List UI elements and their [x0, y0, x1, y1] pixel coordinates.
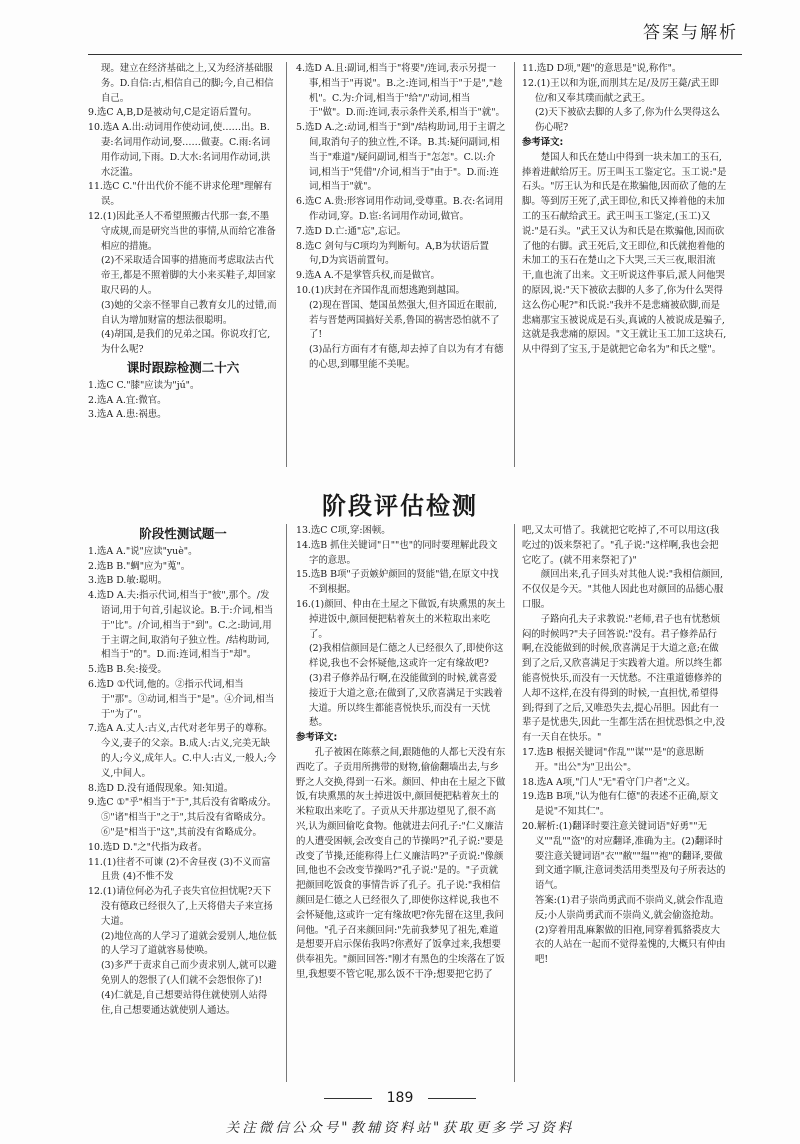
answer-item: 11.(1)往者不可谏 (2)不舍昼夜 (3)不义而富且贵 (4)不惟不发	[88, 856, 271, 883]
bottom-column-2	[296, 524, 506, 1082]
page-number-dash	[324, 1098, 372, 1099]
answer-item: 10.选D D."之"代指为政者。	[88, 841, 208, 853]
column-divider	[286, 62, 287, 467]
footer-note: 关注微信公众号"教辅资料站"获取更多学习资料	[225, 1120, 575, 1136]
reference-translation-heading: 参考译文:	[296, 732, 338, 744]
answer-item: 2.选A A.宜:微官。	[88, 394, 167, 406]
answer-item: 12.(1)王以和为诳,而刖其左足/及厉王薨/武王即位/和又奉其璞而献之武王。	[522, 77, 719, 104]
answer-list	[88, 62, 278, 358]
reference-translation-heading: 参考译文:	[522, 136, 564, 148]
answer-item: 19.选B B项,"认为他有仁德"的表述不正确,原文是说"不知其仁"。	[522, 791, 719, 818]
answer-item: (4)胡国,是我们的兄弟之国。你说攻打它,为什么呢?	[101, 329, 271, 356]
section-subheading: 阶段性测试题一	[139, 526, 227, 541]
section-subheading: 课时跟踪检测二十六	[126, 359, 240, 375]
answer-item: 4.选D A.夫:指示代词,相当于"彼",那个。/发语词,用于句首,引起议论。B.于:介词,相当于"比"。/介词,相当于"到"。C.之:助词,用于主谓之间,取消句子独立性。/结构助词,相当于"的"。D.而:连词,相当于"却"。	[88, 590, 273, 661]
reference-translation-text: 子路向孔夫子求教说:"老师,君子也有忧愁烦闷的时候吗?"夫子回答说:"没有。君子修养品行啊,在没能做到的时候,欣喜满足于大道之意;在做到了之后,又欣喜满足于实践着大道。所以终生都能喜悦快乐,而没有一天忧愁。不注重道德修养的人却不这样,在没有得到的时候,一直担忧,希望得到;得到了之后,又唯恐失去,提心吊胆。因此有一辈子是忧患失,因此一生都生活在担忧恐惧之中,没有一天自在快乐。"	[522, 613, 725, 744]
top-column-1	[88, 62, 278, 467]
answer-item: 11.选C C."什出代价不能不讲求伦理"理解有误。	[88, 181, 273, 208]
answer-item: 9.选A A.不是掌管兵权,而是做官。	[296, 270, 440, 282]
top-column-2	[296, 62, 506, 467]
answer-item: 9.选C ①"乎"相当于"于",其后没有省略成分。⑤"诸"相当于"之于",其后没有省略成分。⑥"是"相当于"这",其前没有省略成分。	[88, 797, 277, 838]
bottom-column-3	[522, 524, 727, 1082]
reference-translation-text: 楚国人和氏在楚山中得到一块未加工的玉石,捧着进献给厉王。厉王叫玉工鉴定它。玉工说:"是石头。"厉王认为和氏是在欺骗他,因而砍了他的左脚。等到厉王死了,武王即位,和氏又捧着他的未加工的玉石献给武王。武王叫玉工鉴定,(玉工)又说:"是石头。"武王又认为和氏是在欺骗他,因而砍了他的右脚。武王死后,文王即位,和氏就抱着他的未加工的玉石在楚山之下大哭,三天三夜,眼泪流干,血也流了出来。文王听说这件事后,派人问他哭的原因,说:"天下被砍去脚的人多了,你为什么哭得这么伤心呢?"和氏说:"我并不是悲痛被砍脚,而是悲痛那宝玉被说成是石头,真诚的人被说成是骗子,这就是我悲痛的原因。"文王就让玉工加工这块石,从中得到了宝玉,于是就把它命名为"和氏之璧"。	[522, 151, 727, 356]
answer-item: 1.选A A."说"应读"yuè"。	[88, 545, 198, 557]
answer-item: 11.选D D项,"题"的意思是"说,称作"。	[522, 63, 682, 74]
answer-item: (3)品行方面有才有德,却去掉了自以为有才有德的心思,到哪里能不美呢。	[309, 344, 504, 370]
answer-item: 4.选D A.且:副词,相当于"将要"/连词,表示另提一事,相当于"再说"。B.之:连词,相当于"于是","趁机"。C.为:介词,相当于"给"/"动词,相当于"做"。D.而:连词,表示条件关系,相当于"就"。	[296, 63, 505, 119]
answer-item: 10.(1)庆封在齐国作乱而想逃跑到越国。	[296, 284, 465, 296]
answer-item: 3.选A A.患:祸患。	[88, 409, 167, 421]
answer-item: 3.选B D.敏:聪明。	[88, 575, 168, 587]
bottom-column-1	[88, 524, 278, 1082]
reference-translation-text: 颜回出来,孔子回头对其他人说:"我相信颜回,不仅仅是今天。"其他人因此也对颜回的品德心服口服。	[522, 569, 724, 610]
answer-item: 7.选D D.亡:通"忘",忘记。	[296, 225, 406, 237]
column-divider	[286, 524, 287, 1082]
column-divider	[514, 62, 515, 467]
answer-item: 7.选A A.丈人:古义,古代对老年男子的尊称。今义,妻子的父亲。B.成人:古义,完美无缺的人;今义,成年人。C.中人:古义,一般人;今义,中间人。	[88, 723, 277, 779]
header-title: 答案与解析	[643, 23, 738, 43]
reference-translation-text: 吧,又太可惜了。我就把它吃掉了,不可以用这(我吃过的)饭来祭祀了。"孔子说:"这样啊,我也会把它吃了。(就不用来祭祀了)"	[522, 525, 720, 566]
answer-item: (3)她的父亲不怪罪自己教育女儿的过错,而自认为增加财富的想法很聪明。	[101, 299, 277, 326]
top-column-3	[522, 62, 727, 467]
answer-item: (2)穿着用乱麻絮做的旧袍,同穿着狐貉裘皮大衣的人站在一起而不觉得羞愧的,大概只有仲由吧!	[535, 924, 726, 966]
page-number-value: 189	[386, 1090, 414, 1106]
answer-item: 16.(1)颜回、仲由在土屋之下做饭,有块熏黑的灰土掉进饭中,颜回便把粘着灰土的米粒取出来吃了。	[296, 598, 506, 640]
answer-item: 6.选C A.贵:形容词用作动词,受尊重。B.衣:名词用作动词,穿。D.宦:名词用作动词,做官。	[296, 196, 504, 222]
answer-item: 9.选C A,B,D是被动句,C是定语后置句。	[88, 107, 257, 119]
answer-item: 2.选B B."蜩"应为"蒐"。	[88, 560, 191, 572]
answer-item: (2)不采取适合国事的措施而考虑取法古代帝王,都是不照着脚的大小来买鞋子,却回家取尺码的人。	[101, 255, 276, 296]
reference-translation-text: 孔子被困在陈蔡之间,跟随他的人都七天没有东西吃了。子贡用所携带的财物,偷偷翻墙出去,与乡野之人交换,得到一石米。颜回、仲由在土屋之下做饭,有块熏黑的灰土掉进饭中,颜回便把粘着灰土的米粒取出来吃了。子贡从天井那边望见了,很不高兴,认为颜回偷吃食物。他就进去问孔子:"仁义廉洁的人遭受困顿,会改变自己的节操吗?"孔子说:"要是改变了节操,还能称得上仁义廉洁吗?"子贡说:"像颜回,他也不会改变节操吗?"孔子说:"是的。"子贡就把颜回吃饭食的事情告诉了孔子。孔子说:"我相信颜回是仁德之人已经很久了,即使你这样说,我也不会怀疑他,这或许一定有缘故吧?你先留在这里,我问问他。"孔子召来颜回问:"先前我梦见了祖先,难道是想要开启示保佑我吗?你煮好了饭拿过来,我想要供奉祖先。"颜回回答:"刚才有黑色的尘埃落在了饭里,我想要不管它呢,那么饭不干净;想要把它扔了	[296, 746, 506, 980]
answer-item: 8.选D D.没有通假现象。知:知道。	[88, 782, 234, 794]
answer-item: 5.选D A.之:动词,相当于"到"/结构助词,用于主谓之间,取消句子的独立性,不译。B.其:疑问副词,相当于"难道"/疑问副词,相当于"怎怎"。C.以:介词,相当于"凭借"/介词,相当于"由于"。D.而:连词,相当于"就"。	[296, 122, 506, 193]
answer-item: 6.选D ①代词,他的。②指示代词,相当于"那"。③动词,相当于"是"。④介词,相当于"为了"。	[88, 678, 275, 720]
answer-item: 20.解析:(1)翻译时要注意关键词语"好勇""无义""乱""盗"的对应翻译,准确为主。(2)翻译时要注意关键词语"衣""敝""缊""袍"的翻译,要做到文通字顺,注意词类活用类型及句子所表达的语气。	[522, 820, 726, 892]
answer-item: 10.选A A.出:动词用作使动词,使……出。B.妻:名词用作动词,娶……做妻。C.雨:名词用作动词,下雨。D.大水:名词用作动词,洪水泛滥。	[88, 122, 271, 178]
header-rule	[88, 54, 742, 55]
answer-item: 13.选C C项,穿:困顿。	[296, 525, 391, 536]
answer-item: 12.(1)因此圣人不希望照搬古代那一套,不墨守成规,而是研究当世的事情,从而给它准备相应的措施。	[88, 210, 276, 252]
answer-item: (3)君子修养品行啊,在没能做到的时候,就喜爱接近于大道之意;在做到了,又欣喜满足于实践着大道。所以终生都能喜悦快乐,而没有一天忧愁。	[309, 672, 503, 729]
answer-item: 15.选B B项"子贡嫉妒颜回的贤能"错,在原文中找不到根据。	[296, 569, 499, 596]
answer-item: 8.选C 剑句与C项均为判断句。A,B为状语后置句,D为宾语前置句。	[296, 240, 489, 267]
answer-item: 5.选B B.矣:接受。	[88, 664, 167, 676]
answer-item: (2)天下被砍去脚的人多了,你为什么哭得这么伤心呢?	[535, 107, 721, 134]
answer-item: (4)仁就是,自己想要站得住就使别人站得住,自己想要通达就使别人通达。	[101, 989, 268, 1016]
answer-item: 18.选A A项,"门人"无"看守门户者"之义。	[522, 776, 696, 788]
page-number	[0, 1090, 800, 1106]
answer-item: 17.选B 根据关键词"作乱""谋""是"的意思断开。"出公"为"卫出公"。	[522, 746, 704, 773]
answer-item: (2)地位高的人学习了道就会爱别人,地位低的人学习了道就容易使唤。	[101, 930, 277, 957]
section-title: 阶段评估检测	[322, 492, 478, 520]
answer-item: (2)我相信颜回是仁德之人已经很久了,即使你这样说,我也不会怀疑他,这或许一定有缘故吧?	[309, 643, 504, 670]
answer-item: 答案:(1)君子崇尚勇武而不崇尚义,就会作乱造反;小人崇尚勇武而不崇尚义,就会偷盗抢劫。	[535, 894, 724, 921]
answer-item: (3)多严于责求自己而少责求别人,就可以避免别人的怨恨了(人们就不会怨恨你了)!	[101, 960, 277, 986]
answer-item: 现。建立在经济基础之上,又为经济基础服务。D.自信:古,相信自己的脚;今,自己相信自己。	[101, 63, 274, 104]
answer-item: 14.选B 抓住关键词"日""也"的同时要理解此段文字的意思。	[296, 539, 498, 566]
column-divider	[514, 524, 515, 1082]
answer-item: 1.选C C."膝"应读为"jú"。	[88, 379, 200, 391]
answer-item: (2)现在晋国、楚国虽然强大,但齐国近在眼前,若与晋楚两国搞好关系,鲁国的祸害恐怕就不了了!	[309, 299, 500, 341]
page-number-dash	[428, 1098, 476, 1099]
answer-item: 12.(1)请位何必为孔子丧失官位担忧呢?天下没有德政已经很久了,上天将借夫子来宣扬大道。	[88, 886, 273, 927]
